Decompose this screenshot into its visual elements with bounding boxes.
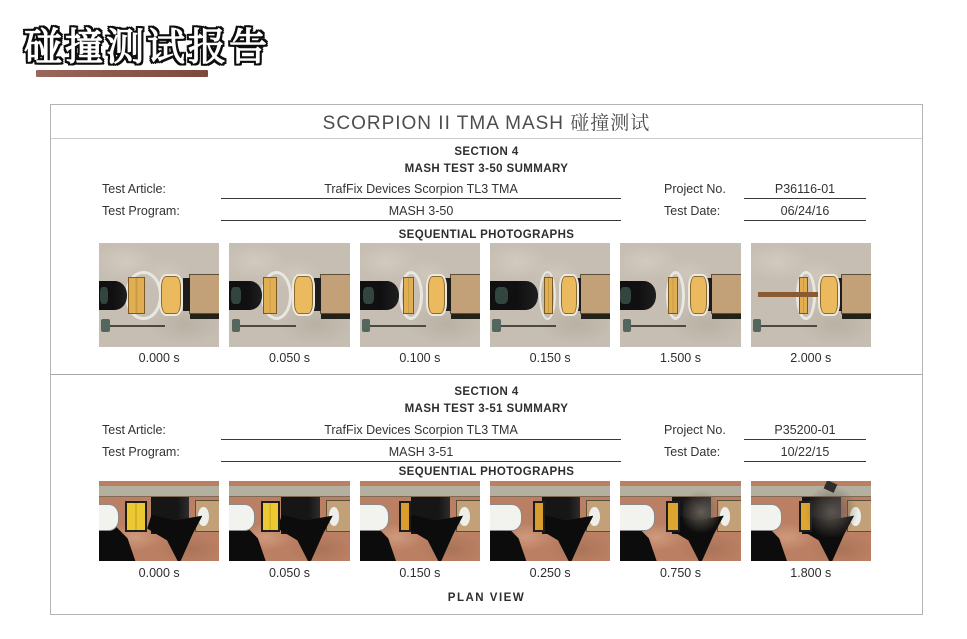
section-2-summary: MASH TEST 3-51 SUMMARY bbox=[404, 403, 569, 415]
section-2-article-row bbox=[51, 421, 924, 441]
test-article-value: TrafFix Devices Scorpion TL3 TMA bbox=[221, 180, 621, 199]
section-2-label: SECTION 4 bbox=[454, 386, 519, 398]
photo-timestamp: 0.150 s bbox=[529, 351, 571, 365]
section-2-timestamps bbox=[99, 566, 871, 580]
test-date-label: Test Date: bbox=[664, 445, 721, 459]
section-1-article-row bbox=[51, 180, 924, 200]
test-article-value: TrafFix Devices Scorpion TL3 TMA bbox=[221, 421, 621, 440]
crash-photo bbox=[360, 243, 480, 347]
photo-timestamp: 0.000 s bbox=[138, 566, 180, 580]
crash-photo bbox=[99, 243, 219, 347]
crash-photo bbox=[490, 243, 610, 347]
section-1-program-row bbox=[51, 202, 924, 222]
title-accent-bar bbox=[36, 70, 208, 77]
test-date-value: 10/22/15 bbox=[744, 443, 866, 462]
crash-photo bbox=[229, 243, 349, 347]
photo-timestamp: 0.750 s bbox=[659, 566, 701, 580]
crash-photo bbox=[360, 481, 480, 561]
project-no-value: P35200-01 bbox=[744, 421, 866, 440]
section-1-label: SECTION 4 bbox=[454, 146, 519, 158]
section-2-program-row bbox=[51, 443, 924, 463]
page-title: 碰撞测试报告 bbox=[24, 27, 271, 69]
test-date-value: 06/24/16 bbox=[744, 202, 866, 221]
test-program-label: Test Program: bbox=[102, 445, 180, 459]
crash-photo bbox=[751, 481, 871, 561]
section-1-summary: MASH TEST 3-50 SUMMARY bbox=[404, 163, 569, 175]
test-article-label: Test Article: bbox=[102, 182, 166, 196]
section-divider bbox=[51, 374, 922, 375]
photo-timestamp: 0.150 s bbox=[399, 566, 441, 580]
section-1-photo-strip bbox=[99, 243, 871, 347]
crash-photo bbox=[490, 481, 610, 561]
section-2-photo-strip bbox=[99, 481, 871, 561]
photo-timestamp: 1.800 s bbox=[790, 566, 832, 580]
photo-timestamp: 1.500 s bbox=[659, 351, 701, 365]
photo-timestamp: 0.000 s bbox=[138, 351, 180, 365]
photo-timestamp: 0.100 s bbox=[399, 351, 441, 365]
test-program-value: MASH 3-51 bbox=[221, 443, 621, 462]
test-program-label: Test Program: bbox=[102, 204, 180, 218]
document-title: SCORPION II TMA MASH 碰撞测试 bbox=[51, 105, 922, 139]
test-article-label: Test Article: bbox=[102, 423, 166, 437]
photo-timestamp: 0.050 s bbox=[268, 566, 310, 580]
crash-photo bbox=[751, 243, 871, 347]
photo-timestamp: 0.050 s bbox=[268, 351, 310, 365]
section-1-photos-heading: SEQUENTIAL PHOTOGRAPHS bbox=[398, 229, 575, 241]
crash-photo bbox=[99, 481, 219, 561]
project-no-label: Project No. bbox=[664, 182, 726, 196]
crash-photo bbox=[620, 481, 740, 561]
plan-view-label: PLAN VIEW bbox=[447, 592, 526, 604]
report-document bbox=[50, 104, 923, 615]
section-2-photos-heading: SEQUENTIAL PHOTOGRAPHS bbox=[398, 466, 575, 478]
test-program-value: MASH 3-50 bbox=[221, 202, 621, 221]
project-no-value: P36116-01 bbox=[744, 180, 866, 199]
photo-timestamp: 0.250 s bbox=[529, 566, 571, 580]
project-no-label: Project No. bbox=[664, 423, 726, 437]
section-1-timestamps bbox=[99, 351, 871, 365]
crash-photo bbox=[620, 243, 740, 347]
photo-timestamp: 2.000 s bbox=[790, 351, 832, 365]
crash-photo bbox=[229, 481, 349, 561]
test-date-label: Test Date: bbox=[664, 204, 721, 218]
